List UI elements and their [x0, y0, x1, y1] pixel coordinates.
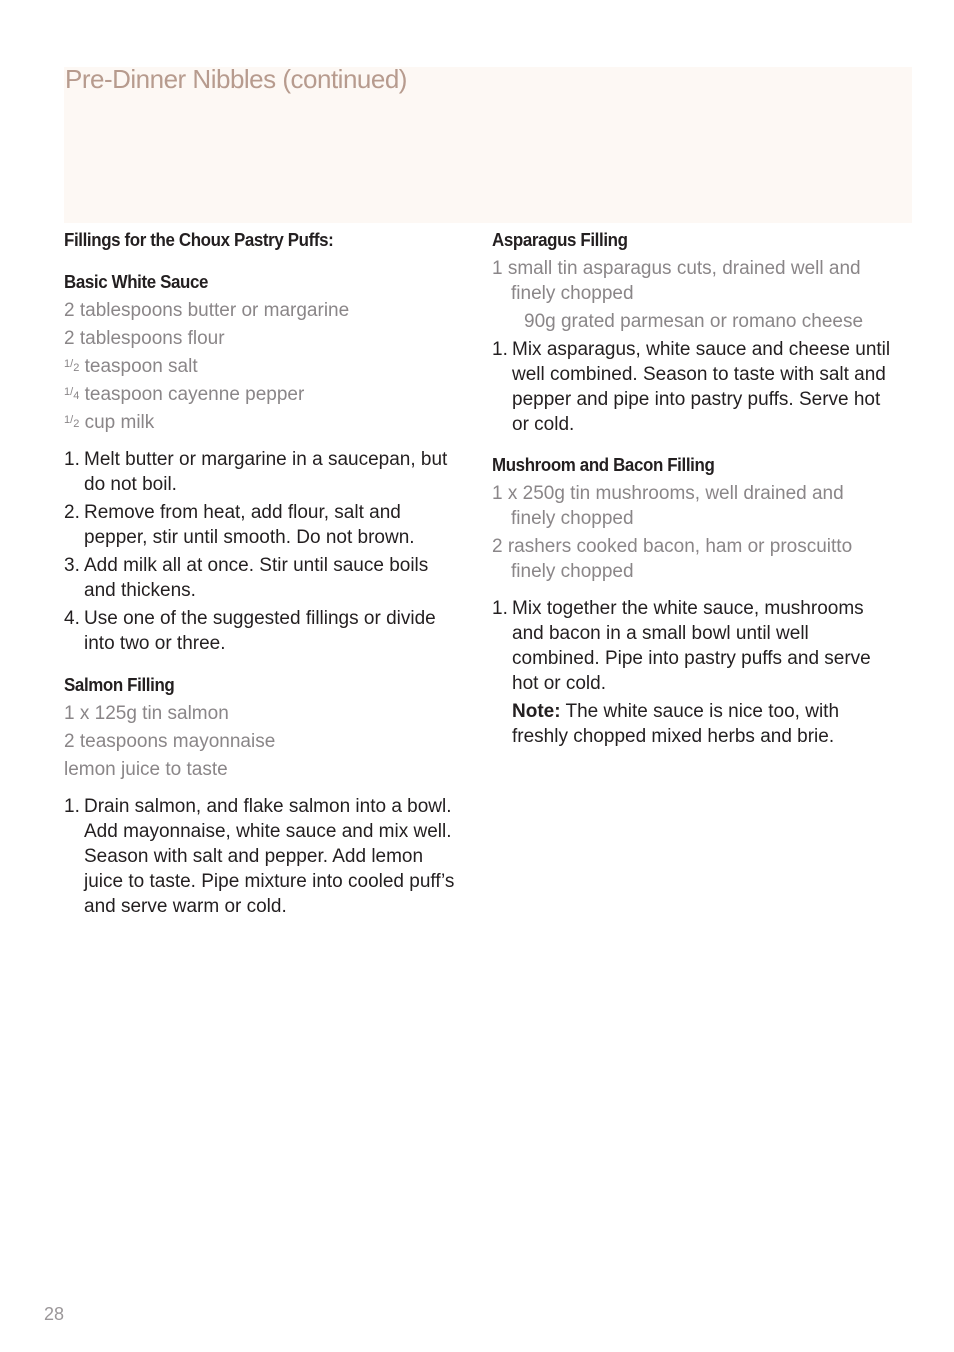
- ingredient-item: 1 small tin asparagus cuts, drained well and finely chopped: [492, 258, 861, 304]
- note-label: Note:: [512, 701, 561, 722]
- ingredient-item: 1/4 teaspoon cayenne pepper: [64, 384, 305, 405]
- ingredient-item: 2 tablespoons butter or margarine: [64, 300, 350, 321]
- salmon-ingredients: [64, 701, 464, 782]
- mushroom-method: [492, 596, 892, 696]
- left-column: [64, 228, 464, 922]
- ingredient-item: 1/2 cup milk: [64, 412, 155, 433]
- method-step: 1. Mix asparagus, white sauce and cheese until well combined. Season to taste with salt and pepper and pipe into pastry puffs. Serve hot or cold.: [492, 339, 891, 435]
- salmon-method: [64, 794, 464, 919]
- method-step: 1. Mix together the white sauce, mushrooms and bacon in a small bowl until well combined. Pipe into pastry puffs and serve hot or cold.: [492, 598, 871, 694]
- note-text: The white sauce is nice too, with freshly chopped mixed herbs and brie.: [512, 701, 840, 747]
- ingredient-item: 1 x 125g tin salmon: [64, 703, 229, 724]
- white-sauce-heading: Basic White Sauce: [64, 272, 209, 292]
- ingredient-item: 2 teaspoons mayonnaise: [64, 731, 276, 752]
- white-sauce-ingredients: [64, 298, 464, 435]
- fraction: 1/4: [64, 386, 80, 402]
- note: [492, 699, 892, 749]
- ingredient-item: 90g grated parmesan or romano cheese: [524, 311, 864, 332]
- fraction: 1/2: [64, 358, 80, 374]
- choux-fillings-heading: Fillings for the Choux Pastry Puffs:: [64, 230, 334, 250]
- method-step: 2. Remove from heat, add flour, salt and pepper, stir until smooth. Do not brown.: [64, 502, 415, 548]
- mushroom-heading: Mushroom and Bacon Filling: [492, 455, 715, 475]
- white-sauce-method: [64, 447, 464, 656]
- salmon-heading: Salmon Filling: [64, 675, 175, 695]
- page-number: 28: [44, 1304, 65, 1324]
- method-step: 1. Drain salmon, and flake salmon into a bowl. Add mayonnaise, white sauce and mix well. Season with salt and pepper. Add lemon juice to taste. Pipe mixture into cooled puff’s and serve warm or cold.: [64, 796, 455, 917]
- right-column: [492, 228, 892, 749]
- ingredient-item: 2 rashers cooked bacon, ham or proscuitto finely chopped: [492, 536, 853, 582]
- mushroom-ingredients: [492, 481, 892, 584]
- ingredient-item: 2 tablespoons flour: [64, 328, 225, 349]
- asparagus-ingredients: [492, 256, 892, 334]
- method-step: 3. Add milk all at once. Stir until sauce boils and thickens.: [64, 555, 429, 601]
- asparagus-heading: Asparagus Filling: [492, 230, 628, 250]
- fraction: 1/2: [64, 414, 80, 430]
- method-step: 4. Use one of the suggested fillings or divide into two or three.: [64, 608, 436, 654]
- ingredient-item: 1/2 teaspoon salt: [64, 356, 198, 377]
- ingredient-item: lemon juice to taste: [64, 759, 228, 780]
- asparagus-method: [492, 337, 892, 437]
- ingredient-item: 1 x 250g tin mushrooms, well drained and finely chopped: [492, 483, 844, 529]
- page-title: Pre-Dinner Nibbles (continued): [65, 64, 407, 94]
- method-step: 1. Melt butter or margarine in a saucepan, but do not boil.: [64, 449, 448, 495]
